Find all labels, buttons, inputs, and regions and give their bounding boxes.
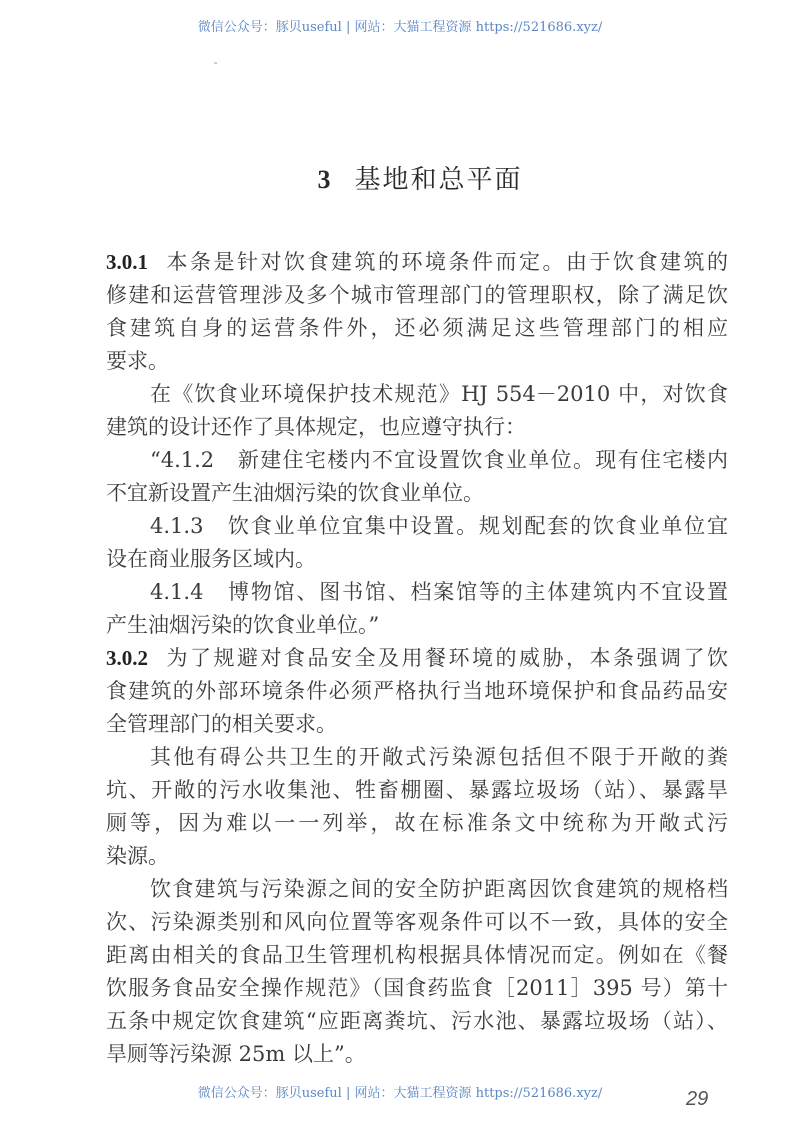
text-line [106, 346, 728, 376]
line-text: 饮食建筑与污染源之间的安全防护距离因饮食建筑的规格档 [150, 877, 728, 901]
text-line [106, 313, 728, 343]
line-text: “4.1.2 新建住宅楼内不宜设置饮食业单位。现有住宅楼内 [150, 448, 728, 472]
chapter-title-text: 基地和总平面 [354, 165, 523, 195]
text-line [150, 577, 728, 607]
text-line [106, 247, 728, 277]
text-line [150, 874, 728, 904]
line-text: 染源。 [106, 844, 169, 868]
line-text: 产生油烟污染的饮食业单位。” [106, 613, 380, 637]
line-text: 食建筑的外部环境条件必须严格执行当地环境保护和食品药品安 [106, 679, 728, 703]
text-line [150, 511, 728, 541]
chapter-number: 3 [317, 165, 333, 194]
text-line [106, 280, 728, 310]
line-text: 建筑的设计还作了具体规定，也应遵守执行： [106, 415, 526, 439]
text-line [106, 709, 728, 739]
line-text: 饮服务食品安全操作规范》（国食药监食［2011］395 号）第十 [106, 976, 728, 1000]
line-text: 设在商业服务区域内。 [106, 547, 316, 571]
text-line [106, 478, 728, 508]
chapter-title [0, 164, 800, 196]
text-line [106, 841, 728, 871]
line-text: 旱厕等污染源 25m 以上”。 [106, 1042, 366, 1066]
line-text: 在《饮食业环境保护技术规范》HJ 554－2010 中，对饮食 [150, 382, 728, 406]
page-number: 29 [686, 1088, 709, 1110]
line-text: 本条是针对饮食建筑的环境条件而定。由于饮食建筑的 [164, 250, 728, 274]
scan-mark: - [214, 58, 218, 69]
line-text: 厕等，因为难以一一列举，故在标准条文中统称为开敞式污 [106, 811, 728, 835]
line-text: 全管理部门的相关要求。 [106, 712, 337, 736]
line-text: 五条中规定饮食建筑“应距离粪坑、污水池、暴露垃圾场（站）、 [106, 1009, 728, 1033]
text-line [150, 445, 728, 475]
text-line [106, 940, 728, 970]
line-text: 要求。 [106, 349, 169, 373]
text-line [106, 412, 728, 442]
text-line [106, 775, 728, 805]
line-text: 距离由相关的食品卫生管理机构根据具体情况而定。例如在《餐 [106, 943, 728, 967]
text-line [150, 742, 728, 772]
text-line [106, 610, 728, 640]
text-line [106, 1039, 728, 1069]
watermark-header: 微信公众号：豚贝useful | 网站：大猫工程资源 https://521686.xyz/ [197, 20, 603, 35]
text-line [106, 676, 728, 706]
watermark-footer: 微信公众号：豚贝useful | 网站：大猫工程资源 https://521686.xyz/ [197, 1086, 603, 1101]
line-text: 其他有碍公共卫生的开敞式污染源包括但不限于开敞的粪 [150, 745, 728, 769]
line-text: 为了规避对食品安全及用餐环境的威胁，本条强调了饮 [164, 646, 728, 670]
line-text: 坑、开敞的污水收集池、牲畜棚圈、暴露垃圾场（站）、暴露旱 [106, 778, 728, 802]
line-text: 4.1.4 博物馆、图书馆、档案馆等的主体建筑内不宜设置 [150, 580, 728, 604]
text-line [106, 643, 728, 673]
text-line [106, 544, 728, 574]
text-line [150, 379, 728, 409]
text-line [106, 808, 728, 838]
clause-number: 3.0.1 [106, 250, 148, 274]
text-line [106, 973, 728, 1003]
line-text: 食建筑自身的运营条件外，还必须满足这些管理部门的相应 [106, 316, 728, 340]
line-text: 次、污染源类别和风向位置等客观条件可以不一致，具体的安全 [106, 910, 728, 934]
text-line [106, 907, 728, 937]
line-text: 不宜新设置产生油烟污染的饮食业单位。 [106, 481, 484, 505]
line-text: 4.1.3 饮食业单位宜集中设置。规划配套的饮食业单位宜 [150, 514, 728, 538]
line-text: 修建和运营管理涉及多个城市管理部门的管理职权，除了满足饮 [106, 283, 728, 307]
clause-number: 3.0.2 [106, 646, 148, 670]
text-line [106, 1006, 728, 1036]
